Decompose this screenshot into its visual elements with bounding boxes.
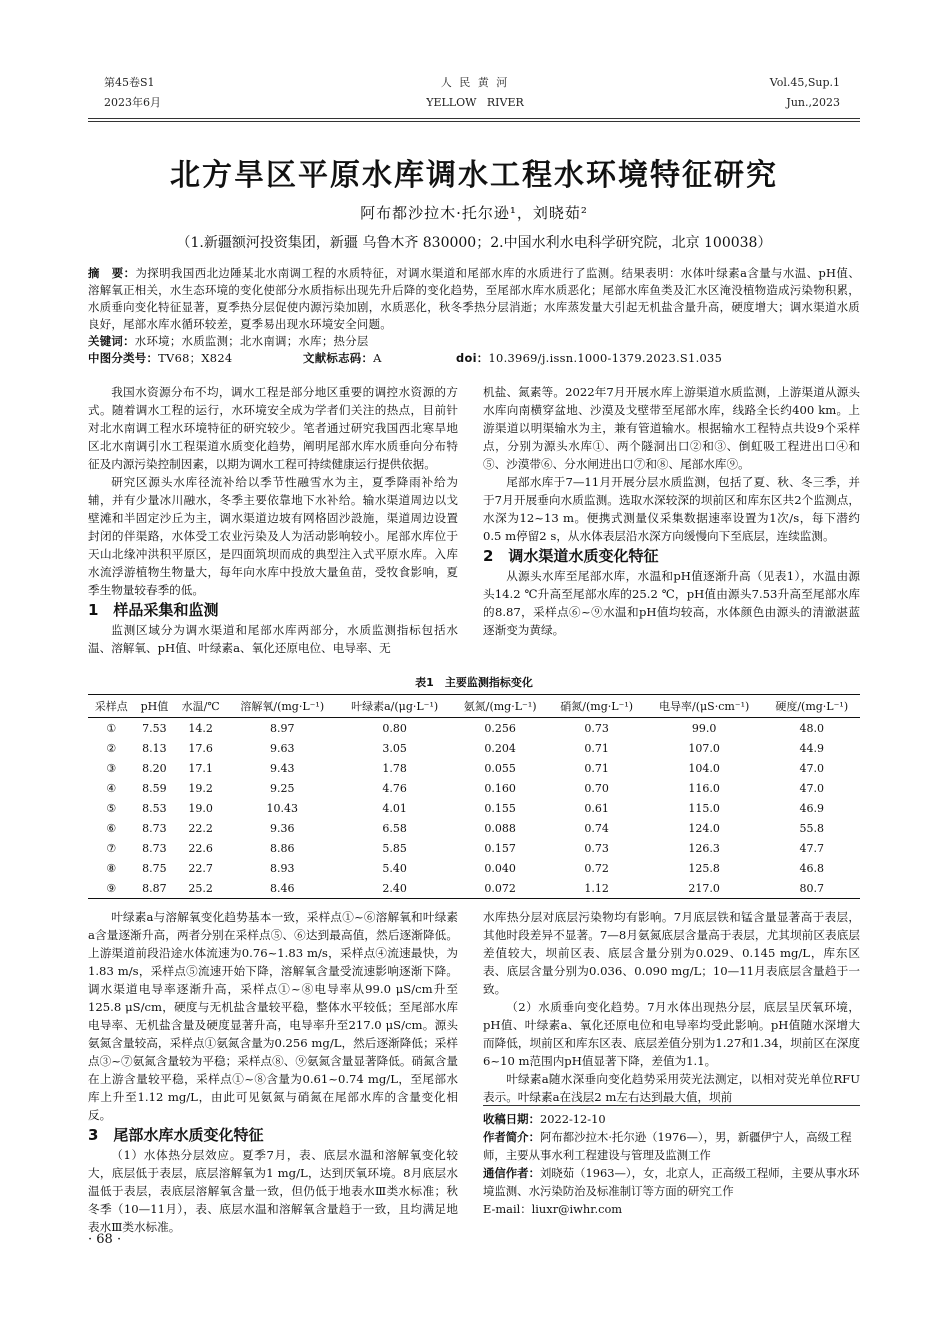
footnote-rule — [483, 1105, 860, 1106]
keywords-label: 关键词： — [88, 334, 135, 348]
table-cell: 8.73 — [142, 841, 167, 855]
table-cell: 0.088 — [484, 821, 516, 835]
table-cell: 217.0 — [645, 878, 764, 899]
section-3-paragraph-1: （1）水体热分层效应。夏季7月，表、底层水温和溶解氧变化较大，底层低于表层，底层溶解氧为1 mg/L，达到厌氧环境。8月底层水温低于表层，表底层溶解氧含量一致，但仍低于地表水Ⅲ类水标准；秋冬季（10—11月），表、底层水温和溶解氧含量趋于一致，且均满足地表水Ⅲ类水标准。 — [88, 1148, 458, 1234]
table-cell: 22.7 — [188, 861, 213, 875]
table-cell: 4.01 — [382, 801, 407, 815]
volume-info: 第45卷S1 — [104, 76, 155, 89]
table-cell: 104.0 — [688, 761, 720, 775]
table-cell: 8.46 — [227, 878, 337, 899]
table-cell: ⑨ — [88, 878, 135, 899]
table-cell: 44.9 — [799, 741, 824, 755]
table-cell: 19.2 — [188, 781, 213, 795]
table-cell: 107.0 — [688, 741, 720, 755]
table-cell: 9.25 — [270, 781, 295, 795]
section-2-paragraph-2: 叶绿素a与溶解氧变化趋势基本一致，采样点①~⑥溶解氧和叶绿素a含量逐渐升高，两者分别在采样点⑤、⑥达到最高值，然后逐渐降低。上游渠道前段沿途水体流速为0.76~1.83 m/s，采样点④流速最快，为1.83 m/s，采样点⑤流速开始下降，溶解氧含量受流速影响逐渐下降。调水渠道电导率逐渐升高，采样点①~⑧电导率从99.0 μS/cm升至125.8 μS/cm，硬度与无机盐含量较平稳，整体水平较低；至尾部水库电导率、无机盐含量及硬度显著升高，电导率升至217.0 μS/cm。源头氨氮含量较高，采样点①氨氮含量为0.256 mg/L，然后逐渐降低；采样点③~⑦氨氮含量较为平稳；采样点⑧、⑨氨氮含量显著降低。硝氮含量在上游含量较平稳，采样点①~⑧含量为0.61~0.74 mg/L，至尾部水库上升至1.12 mg/L，由此可见氨氮与硝氮在尾部水库的含量变化相反。 — [88, 910, 458, 1122]
section-2-paragraph: 从源头水库至尾部水库，水温和pH值逐渐升高（见表1），水温由源头14.2 ℃升高至尾部水库的25.2 ℃，pH值由源头7.53升高至尾部水库的8.87，采样点⑥~⑨水温和pH值均较高，水体颜色由源头的清澈湛蓝逐渐变为黄绿。 — [483, 569, 860, 637]
table-row — [88, 718, 860, 739]
section-3-paragraph-2: （2）水质垂向变化趋势。7月水体出现热分层，底层呈厌氧环境，pH值、叶绿素a、氧化还原电位和电导率均受此影响。pH值随水深增大而降低，坝前区和库东区表、底层差值分别为1.27和1.34，坝前区在深度6~10 m范围内pH值显著下降，差值为1.1。 — [483, 1000, 860, 1068]
keywords-text: 水环境；水质监测；北水南调；水库；热分层 — [134, 334, 369, 348]
table-cell: 7.53 — [142, 721, 167, 735]
table-row — [88, 878, 860, 899]
table-cell: ⑤ — [106, 801, 117, 815]
author-bio — [483, 1128, 860, 1164]
doi-label: doi： — [456, 351, 489, 365]
table-cell: 0.70 — [584, 781, 609, 795]
journal-name-cn: 人 民 黄 河 — [440, 76, 510, 89]
section-3-paragraph-3: 叶绿素a随水深垂向变化趋势采用荧光法测定，以相对荧光单位RFU表示。叶绿素a在浅层2 m左右达到最大值，坝前 — [483, 1072, 860, 1104]
bio-text: 阿布都沙拉木·托尔逊（1976—），男，新疆伊宁人，高级工程师，主要从事水利工程建设与管理及监测工作 — [483, 1130, 852, 1162]
table-cell: 5.40 — [382, 861, 407, 875]
table-cell: 22.2 — [188, 821, 213, 835]
table-cell: ⑥ — [106, 821, 117, 835]
table-cell: ⑧ — [106, 861, 117, 875]
email: E-mail：liuxr@iwhr.com — [483, 1202, 623, 1216]
table-row — [88, 778, 860, 798]
table-cell: 0.072 — [452, 878, 549, 899]
header-cell: pH值 — [135, 695, 175, 718]
table-cell: 0.73 — [584, 721, 609, 735]
table-cell: 9.63 — [270, 741, 295, 755]
intro-paragraph-1: 我国水资源分布不均，调水工程是部分地区重要的调控水资源的方式。随着调水工程的运行，水环境安全成为学者们关注的热点，目前针对北水南调工程水环境特征的研究较少。笔者通过研究我国西北寒旱地区北水南调引水工程渠道水质变化趋势，阐明尾部水库水质垂向分布特征及内源污染控制因素，以期为调水工程可持续健康运行提供依据。 — [88, 385, 458, 471]
table-cell: 0.80 — [382, 721, 407, 735]
abstract — [88, 265, 860, 333]
table-cell: 19.0 — [188, 801, 213, 815]
table-row — [88, 738, 860, 758]
issue-date-en: Jun.,2023 — [786, 96, 840, 109]
bio-label: 作者简介： — [483, 1130, 540, 1144]
table-cell: 8.93 — [270, 861, 295, 875]
table-caption: 表1 主要监测指标变化 — [415, 676, 533, 689]
table-header-row — [88, 695, 860, 718]
header-cell: 叶绿素a/(μg·L⁻¹) — [337, 695, 451, 718]
table-cell: 3.05 — [382, 741, 407, 755]
table-cell: 55.8 — [799, 821, 824, 835]
table-cell: 0.256 — [484, 721, 516, 735]
header-cell: 硝氮/(mg·L⁻¹) — [548, 695, 645, 718]
journal-name-en: YELLOW RIVER — [426, 96, 524, 109]
table-cell: 9.36 — [270, 821, 295, 835]
authors: 阿布都沙拉木·托尔逊¹，刘晓茹² — [360, 204, 588, 222]
table-cell: 0.160 — [484, 781, 516, 795]
lower-right-column — [483, 908, 860, 1106]
header-cell: 氨氮/(mg·L⁻¹) — [452, 695, 549, 718]
table-cell: ⑦ — [106, 841, 117, 855]
table-cell: 8.86 — [270, 841, 295, 855]
table-row — [88, 858, 860, 878]
table-cell: 8.87 — [135, 878, 175, 899]
paper-title: 北方旱区平原水库调水工程水环境特征研究 — [170, 158, 778, 193]
table-cell: 8.59 — [142, 781, 167, 795]
header-rule-2 — [88, 121, 860, 122]
corr-label: 通信作者： — [483, 1166, 540, 1180]
lower-left-column — [88, 908, 458, 1236]
table-cell: 14.2 — [188, 721, 213, 735]
received-label: 收稿日期： — [483, 1112, 540, 1126]
left-column — [88, 383, 458, 657]
table-cell: 17.1 — [188, 761, 213, 775]
table-cell: 8.13 — [142, 741, 167, 755]
table-cell: 9.43 — [270, 761, 295, 775]
received-value: 2022-12-10 — [539, 1112, 606, 1126]
abstract-text: 为探明我国西北边陲某北水南调工程的水质特征，对调水渠道和尾部水库的水质进行了监测。结果表明：水体叶绿素a含量与水温、pH值、溶解氧正相关，水生态环境的变化使部分水质指标出现先升后降的变化趋势，至尾部水库水质恶化；尾部水库鱼类及汇水区淹没植物造成污染物积累，水质垂向变化特征显著，夏季热分层促使内源污染加剧，水质恶化，秋冬季热分层消逝；水库蒸发量大引起无机盐含量升高，硬度增大；调水渠道水质良好，尾部水库水循环较差，夏季易出现水环境安全问题。 — [88, 266, 861, 331]
affiliation: （1.新疆额河投资集团，新疆 乌鲁木齐 830000；2.中国水利水电科学研究院，北京 100038） — [176, 235, 772, 251]
table-cell: 99.0 — [691, 721, 717, 735]
header-cell: 硬度/(mg·L⁻¹) — [763, 695, 860, 718]
classification-line — [88, 350, 860, 367]
table-cell: 10.43 — [266, 801, 298, 815]
page-number: · 68 · — [88, 1232, 122, 1247]
doc-label: 文献标志码： — [303, 351, 374, 365]
table-cell: 0.155 — [484, 801, 516, 815]
abstract-block — [88, 265, 860, 367]
table-cell: 116.0 — [688, 781, 720, 795]
table-cell: 5.85 — [382, 841, 407, 855]
table-body — [88, 718, 860, 899]
table-cell: 17.6 — [188, 741, 213, 755]
table-cell: 0.73 — [584, 841, 609, 855]
section-3-continued: 水库热分层对底层污染物均有影响。7月底层铁和锰含量显著高于表层，其他时段差异不显著。7—8月氨氮底层含量高于表层，尤其坝前区表底层差值较大，坝前区表、底层含量分别为0.029、0.145 mg/L，库东区表、底层含量分别为0.036、0.090 mg/L；10—11月表底层含量趋于一致。 — [483, 910, 860, 996]
table-cell: 46.8 — [799, 861, 824, 875]
section-1-continued: 机盐、氮素等。2022年7月开展水库上游渠道水质监测，上游渠道从源头水库向南横穿盆地、沙漠及戈壁带至尾部水库，线路全长约400 km。上游渠道以明渠输水为主，兼有管道输水。根据输水工程特点共设9个采样点，分别为源头水库①、两个隧洞出口②和③、倒虹吸工程进出口④和⑤、沙漠带⑥、分水闸进出口⑦和⑧、尾部水库⑨。 — [483, 385, 860, 471]
volume-info-en: Vol.45,Sup.1 — [769, 76, 840, 89]
section-2-heading: 2 调水渠道水质变化特征 — [483, 547, 659, 565]
corr-text: 刘晓茹（1963—），女，北京人，正高级工程师，主要从事水环境监测、水污染防治及标准制订等方面的研究工作 — [483, 1166, 860, 1198]
section-1-paragraph: 监测区域分为调水渠道和尾部水库两部分，水质监测指标包括水温、溶解氧、pH值、叶绿素a、氧化还原电位、电导率、无 — [88, 623, 458, 655]
table-cell: 115.0 — [688, 801, 720, 815]
table-cell: 0.71 — [584, 761, 609, 775]
table-cell: ① — [106, 721, 117, 735]
section-1-heading: 1 样品采集和监测 — [88, 601, 219, 619]
table-cell: 0.204 — [484, 741, 516, 755]
table-cell: ③ — [106, 761, 117, 775]
table-cell: 8.20 — [142, 761, 167, 775]
header-cell: 采样点 — [88, 695, 135, 718]
intro-paragraph-2: 研究区源头水库径流补给以季节性融雪水为主，夏季降雨补给为辅，并有少量冰川融水，冬季主要依靠地下水补给。输水渠道周边以戈壁滩和半固定沙丘为主，调水渠道边坡有网格固沙設施，渠道周边设置封闭的伴渠路，水体受工农业污染及人为活动影响较小。尾部水库位于天山北缘冲洪积平原区，是四面筑坝而成的典型注入式平原水库。入库水流浮游植物生物量大，每年向水库中投放大量鱼苗，受牧食影响，夏季生物量较春季的低。 — [88, 475, 458, 597]
table-cell: 80.7 — [763, 878, 860, 899]
table-cell: 22.6 — [188, 841, 213, 855]
table-cell: 0.040 — [484, 861, 516, 875]
table-cell: 46.9 — [799, 801, 824, 815]
section-1-paragraph-2: 尾部水库于7—11月开展分层水质监测，包括了夏、秋、冬三季，并于7月开展垂向水质监测。选取水深较深的坝前区和库东区共2个监测点，水深为12~13 m。便携式测量仪采集数据速率设置为1次/s，每下潜约0.5 m停留2 s，从水体表层沿水深方向缓慢向下至底层，连续监测。 — [483, 475, 860, 543]
table-row — [88, 798, 860, 818]
table-cell: 8.97 — [270, 721, 295, 735]
table-cell: 25.2 — [174, 878, 227, 899]
abstract-label: 摘 要： — [88, 266, 136, 280]
table-cell: 0.71 — [584, 741, 609, 755]
table-cell: 4.76 — [382, 781, 407, 795]
table-cell: 48.0 — [799, 721, 824, 735]
table-cell: 0.055 — [484, 761, 516, 775]
clc-label: 中图分类号： — [88, 351, 159, 365]
header-cell: 溶解氧/(mg·L⁻¹) — [227, 695, 337, 718]
issue-date: 2023年6月 — [104, 96, 161, 109]
table-cell: 1.78 — [382, 761, 407, 775]
header-cell: 水温/℃ — [174, 695, 227, 718]
table-row — [88, 818, 860, 838]
table-cell: 8.75 — [142, 861, 167, 875]
table-cell: 8.73 — [142, 821, 167, 835]
table-cell: 47.7 — [799, 841, 824, 855]
header-cell: 电导率/(μS·cm⁻¹) — [645, 695, 764, 718]
table-cell: 47.0 — [799, 761, 824, 775]
table-cell: 124.0 — [688, 821, 720, 835]
table-cell: 0.74 — [584, 821, 609, 835]
table-cell: 126.3 — [688, 841, 720, 855]
table-cell: 0.72 — [584, 861, 609, 875]
footnotes — [483, 1110, 860, 1218]
table-row — [88, 838, 860, 858]
keywords — [88, 333, 860, 350]
doi: 10.3969/j.issn.1000-1379.2023.S1.035 — [488, 351, 723, 365]
table-row — [88, 758, 860, 778]
monitoring-table — [88, 694, 860, 899]
received-date — [483, 1110, 860, 1128]
section-3-heading: 3 尾部水库水质变化特征 — [88, 1126, 264, 1144]
table-cell: 125.8 — [688, 861, 720, 875]
table-cell: 2.40 — [337, 878, 451, 899]
table-cell: 6.58 — [382, 821, 407, 835]
clc-code: TV68；X824 — [158, 351, 233, 365]
doc-code: A — [373, 351, 382, 365]
table-cell: 47.0 — [799, 781, 824, 795]
table-cell: ② — [106, 741, 117, 755]
table-cell: ④ — [106, 781, 117, 795]
table-cell: 0.61 — [584, 801, 609, 815]
corresponding-author — [483, 1164, 860, 1200]
right-column — [483, 383, 860, 639]
table-cell: 0.157 — [484, 841, 516, 855]
table-cell: 8.53 — [142, 801, 167, 815]
header-rule — [88, 118, 860, 119]
table-cell: 1.12 — [548, 878, 645, 899]
